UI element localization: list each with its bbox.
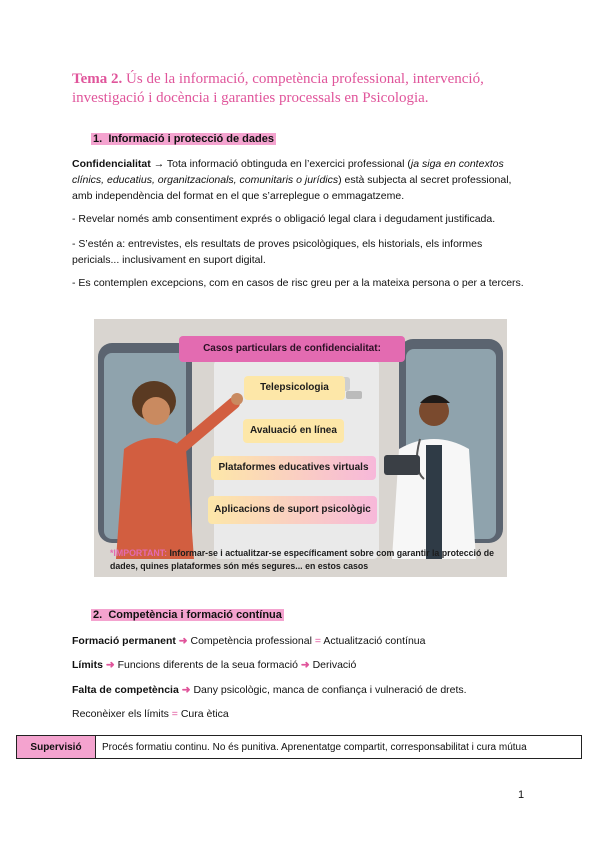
- confidencialitat-text-b: ) està subjecta al secret professional, amb independència del format en el que s’arreplegue o emmagatzeme.: [72, 174, 512, 202]
- figure-item-avaluacio: Avaluació en línea: [243, 419, 344, 443]
- section-1-heading: [91, 133, 276, 145]
- line-limits-b: Derivació: [309, 659, 357, 671]
- figure-note: [110, 547, 495, 573]
- section-2-number: 2.: [93, 609, 103, 621]
- confidencialitat-term: Confidencialitat: [72, 158, 151, 170]
- section-1-number: 1.: [93, 133, 103, 145]
- arrow-right-icon: ➜: [181, 684, 191, 696]
- line-formacio-term: Formació permanent: [72, 635, 176, 647]
- equals-icon: =: [314, 635, 321, 647]
- line-limits-term: Límits: [72, 659, 103, 671]
- page-number: 1: [518, 789, 525, 801]
- page-title: [72, 70, 542, 108]
- line-formacio-b: Actualització contínua: [320, 635, 426, 647]
- arrow-icon: →: [153, 158, 165, 170]
- bullet-2: - S’estén a: entrevistes, els resultats de proves psicològiques, els historials, els informes pericials... inclusivament en suport digital.: [72, 238, 483, 266]
- figure-item-telepsicologia: Telepsicologia: [244, 376, 345, 400]
- supervisio-head: Supervisió: [17, 736, 96, 758]
- bullet-1: - Revelar només amb consentiment exprés o obligació legal clara i degudament justificada.: [72, 213, 496, 225]
- title-label: Tema 2.: [72, 71, 123, 87]
- figure-title: Casos particulars de confidencialitat:: [179, 336, 405, 362]
- arrow-right-icon: ➜: [300, 659, 310, 671]
- line-falta-a: Dany psicològic, manca de confiança i vulneració de drets.: [190, 684, 467, 696]
- confidentiality-illustration: [94, 319, 507, 577]
- line-falta: [72, 682, 532, 698]
- figure-note-label: *IMPORTANT:: [110, 548, 168, 558]
- reconeixer-b: Cura ètica: [177, 708, 229, 720]
- bullet-3: - Es contemplen excepcions, com en casos de risc greu per a la mateixa persona o per a tercers.: [72, 277, 524, 289]
- line-limits-a: Funcions diferents de la seua formació: [114, 659, 301, 671]
- line-formacio-a: Competència professional: [187, 635, 315, 647]
- supervisio-body: Procés formatiu continu. No és punitiva. Aprenentatge compartit, corresponsabilitat i cura mútua: [102, 741, 527, 753]
- line-formacio: [72, 633, 532, 649]
- section-1-title: Informació i protecció de dades: [108, 133, 274, 145]
- confidencialitat-paragraph: [72, 156, 532, 204]
- confidencialitat-contexts: ja siga en contextos clínics, educatius, organitzacionals, comunitaris o jurídics: [72, 158, 504, 186]
- supervisio-table: [16, 735, 582, 759]
- figure-item-aplicacions: Aplicacions de suport psicològic: [208, 496, 377, 524]
- line-reconeixer: [72, 706, 532, 722]
- arrow-right-icon: ➜: [178, 635, 188, 647]
- line-limits: [72, 657, 532, 673]
- equals-icon: =: [171, 708, 178, 720]
- line-falta-term: Falta de competència: [72, 684, 179, 696]
- confidencialitat-text-a: Tota informació obtinguda en l’exercici professional (: [164, 158, 411, 170]
- figure-item-plataformes: Plataformes educatives virtuals: [211, 456, 376, 480]
- reconeixer-a: Reconèixer els límits: [72, 708, 172, 720]
- section-2-heading: [91, 609, 284, 621]
- section-2-title: Competència i formació contínua: [108, 609, 282, 621]
- figure-note-text: Informar-se i actualitzar-se específicament sobre com garantir la protecció de dades, quines plataformes són més segures... en estos casos: [110, 548, 495, 571]
- title-text: Ús de la informació, competència professional, intervenció, investigació i docència i garanties processals en Psicologia.: [72, 71, 484, 106]
- arrow-right-icon: ➜: [105, 659, 115, 671]
